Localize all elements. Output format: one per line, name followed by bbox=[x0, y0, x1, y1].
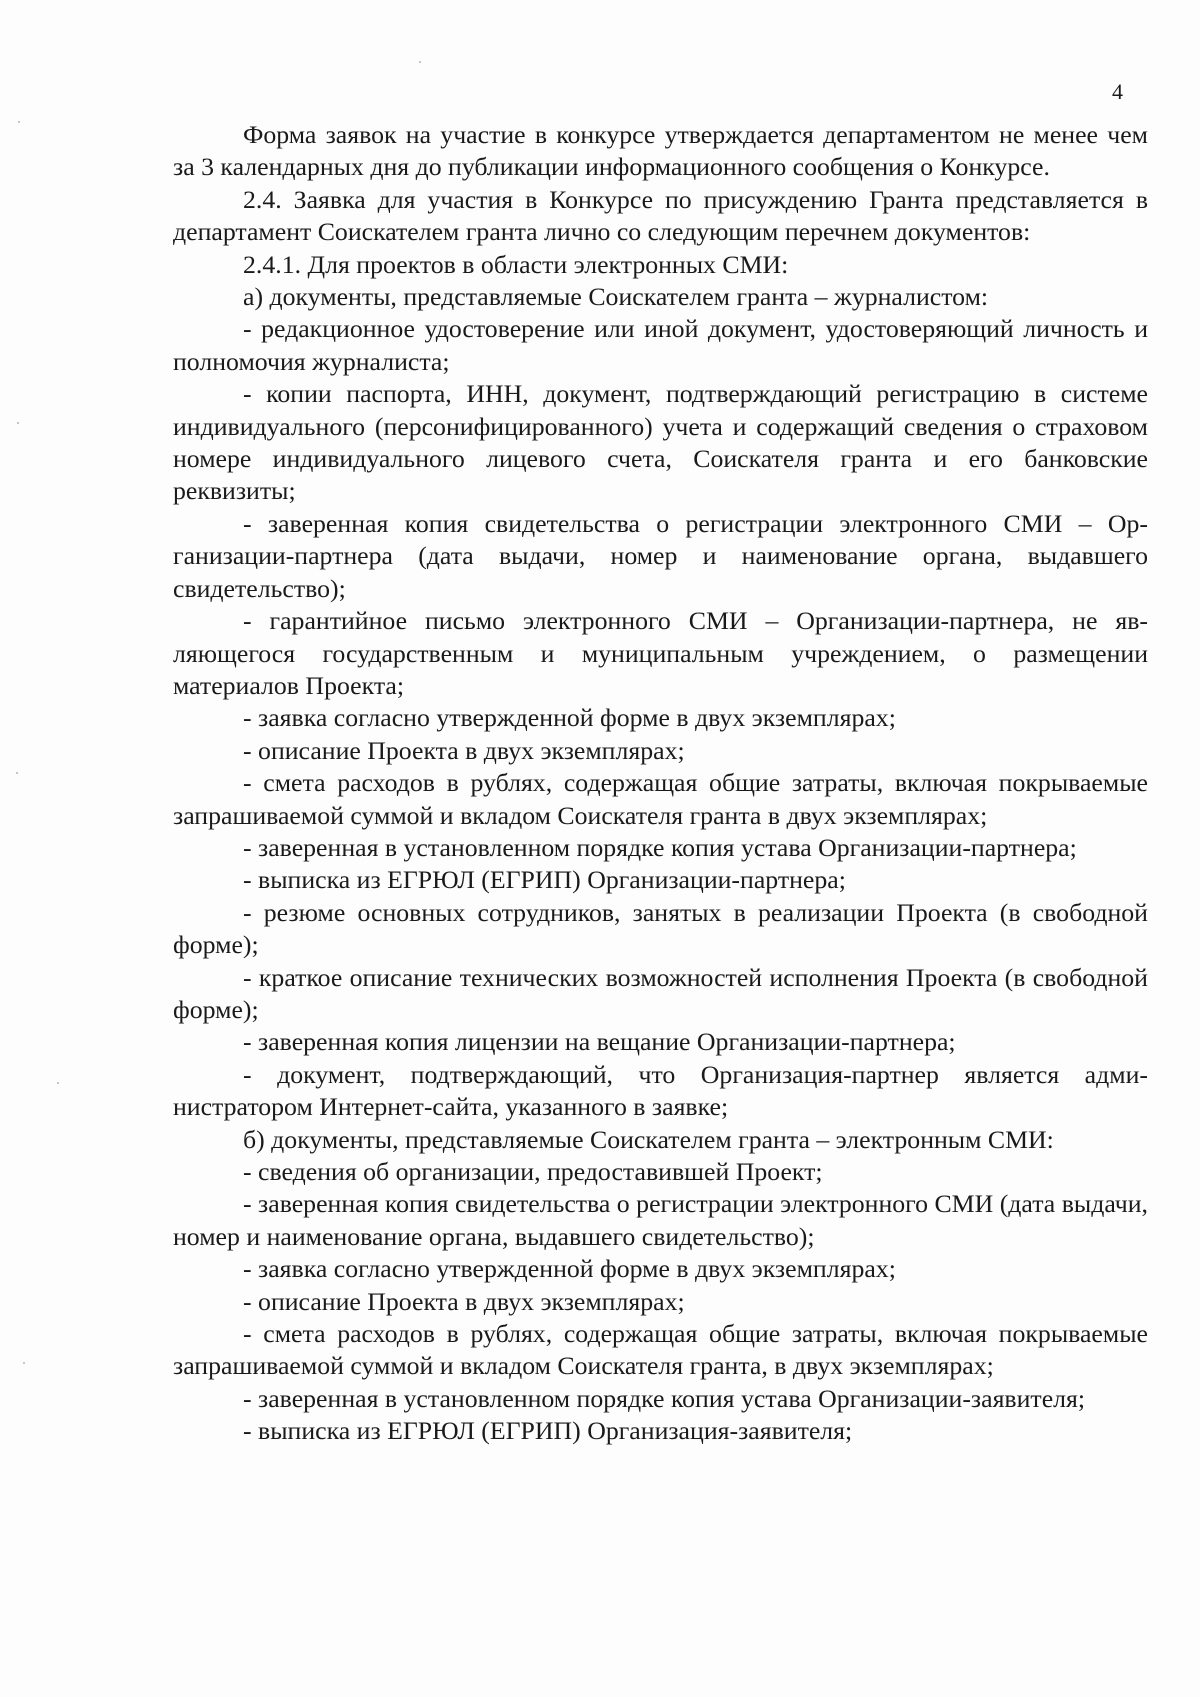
page-number: 4 bbox=[1112, 79, 1123, 104]
paragraph-subsection-b: б) документы, представляемые Соискателем гранта – электронным СМИ: bbox=[243, 1124, 1054, 1154]
list-item: - заверенная копия свидетельства о регистрации электронного СМИ (дата выдачи, номер и наименование органа, выдавшего свидетельство); bbox=[173, 1189, 1148, 1251]
paragraph-application-form: Форма заявок на участие в конкурсе утверждается департаментом не менее чем за 3 календарных дня до публикации информационного сообщения о Конкурсе. bbox=[173, 120, 1148, 182]
list-item: - смета расходов в рублях, содержащая общие затраты, включая покрываемые запрашиваемой суммой и вкладом Соискателя гранта в двух экземплярах; bbox=[173, 768, 1148, 830]
list-item: - заверенная копия лицензии на вещание Организации-партнера; bbox=[243, 1027, 956, 1057]
list-item: - редакционное удостоверение или иной документ, удостоверяющий личность и полномочия журналиста; bbox=[173, 314, 1148, 376]
list-item: - краткое описание технических возможностей исполнения Проекта (в свободной форме); bbox=[173, 962, 1148, 1024]
scan-speck bbox=[23, 1362, 25, 1364]
scan-speck bbox=[18, 121, 20, 123]
list-item: - смета расходов в рублях, содержащая общие затраты, включая покрываемые запрашиваемой суммой и вкладом Соискателя гранта, в двух экземплярах; bbox=[173, 1319, 1148, 1381]
list-item: - копии паспорта, ИНН, документ, подтверждающий регистрацию в системе индивидуального (персонифицированного) учета и содержащий сведения о страховом номере индивидуального лицевого счета, Соискателя гранта и его банковские реквизиты; bbox=[173, 379, 1148, 506]
paragraph-2-4-1: 2.4.1. Для проектов в области электронных СМИ: bbox=[243, 249, 789, 279]
paragraph-subsection-a: а) документы, представляемые Соискателем гранта – журналистом: bbox=[243, 282, 989, 312]
list-item: - описание Проекта в двух экземплярах; bbox=[243, 1286, 685, 1316]
list-item: - заявка согласно утвержденной форме в двух экземплярах; bbox=[243, 1254, 896, 1284]
list-item: - гарантийное письмо электронного СМИ – Организации-партнера, не являющегося государственным и муниципальным учреждением, о размещении материалов Проекта; bbox=[173, 606, 1148, 700]
paragraph-2-4: 2.4. Заявка для участия в Конкурсе по присуждению Гранта представляется в департамент Соискателем гранта лично со следующим перечнем документов: bbox=[173, 184, 1148, 247]
list-item: - выписка из ЕГРЮЛ (ЕГРИП) Организации-партнера; bbox=[243, 865, 846, 895]
list-item: - сведения об организации, предоставившей Проект; bbox=[243, 1157, 823, 1186]
list-item: - заявка согласно утвержденной форме в двух экземплярах; bbox=[243, 703, 896, 733]
list-item: - заверенная в установленном порядке копия устава Организации-партнера; bbox=[243, 832, 1077, 862]
list-item: - выписка из ЕГРЮЛ (ЕГРИП) Организация-заявителя; bbox=[243, 1416, 853, 1446]
list-item: - заверенная копия свидетельства о регистрации электронного СМИ – Организации-партнера (дата выдачи, номер и наименование органа, выдавшего свидетельство); bbox=[173, 508, 1148, 603]
list-item: - описание Проекта в двух экземплярах; bbox=[243, 735, 685, 765]
list-item: - резюме основных сотрудников, занятых в реализации Проекта (в свободной форме); bbox=[173, 897, 1148, 960]
scan-speck bbox=[17, 422, 19, 424]
scan-speck bbox=[419, 61, 421, 63]
document-body bbox=[173, 119, 1148, 1448]
list-item: - документ, подтверждающий, что Организация-партнер является администратором Интернет-сайта, указанного в заявке; bbox=[173, 1059, 1148, 1122]
scan-speck bbox=[57, 1082, 59, 1084]
list-item: - заверенная в установленном порядке копия устава Организации-заявителя; bbox=[243, 1383, 1086, 1413]
scan-speck bbox=[16, 772, 18, 774]
